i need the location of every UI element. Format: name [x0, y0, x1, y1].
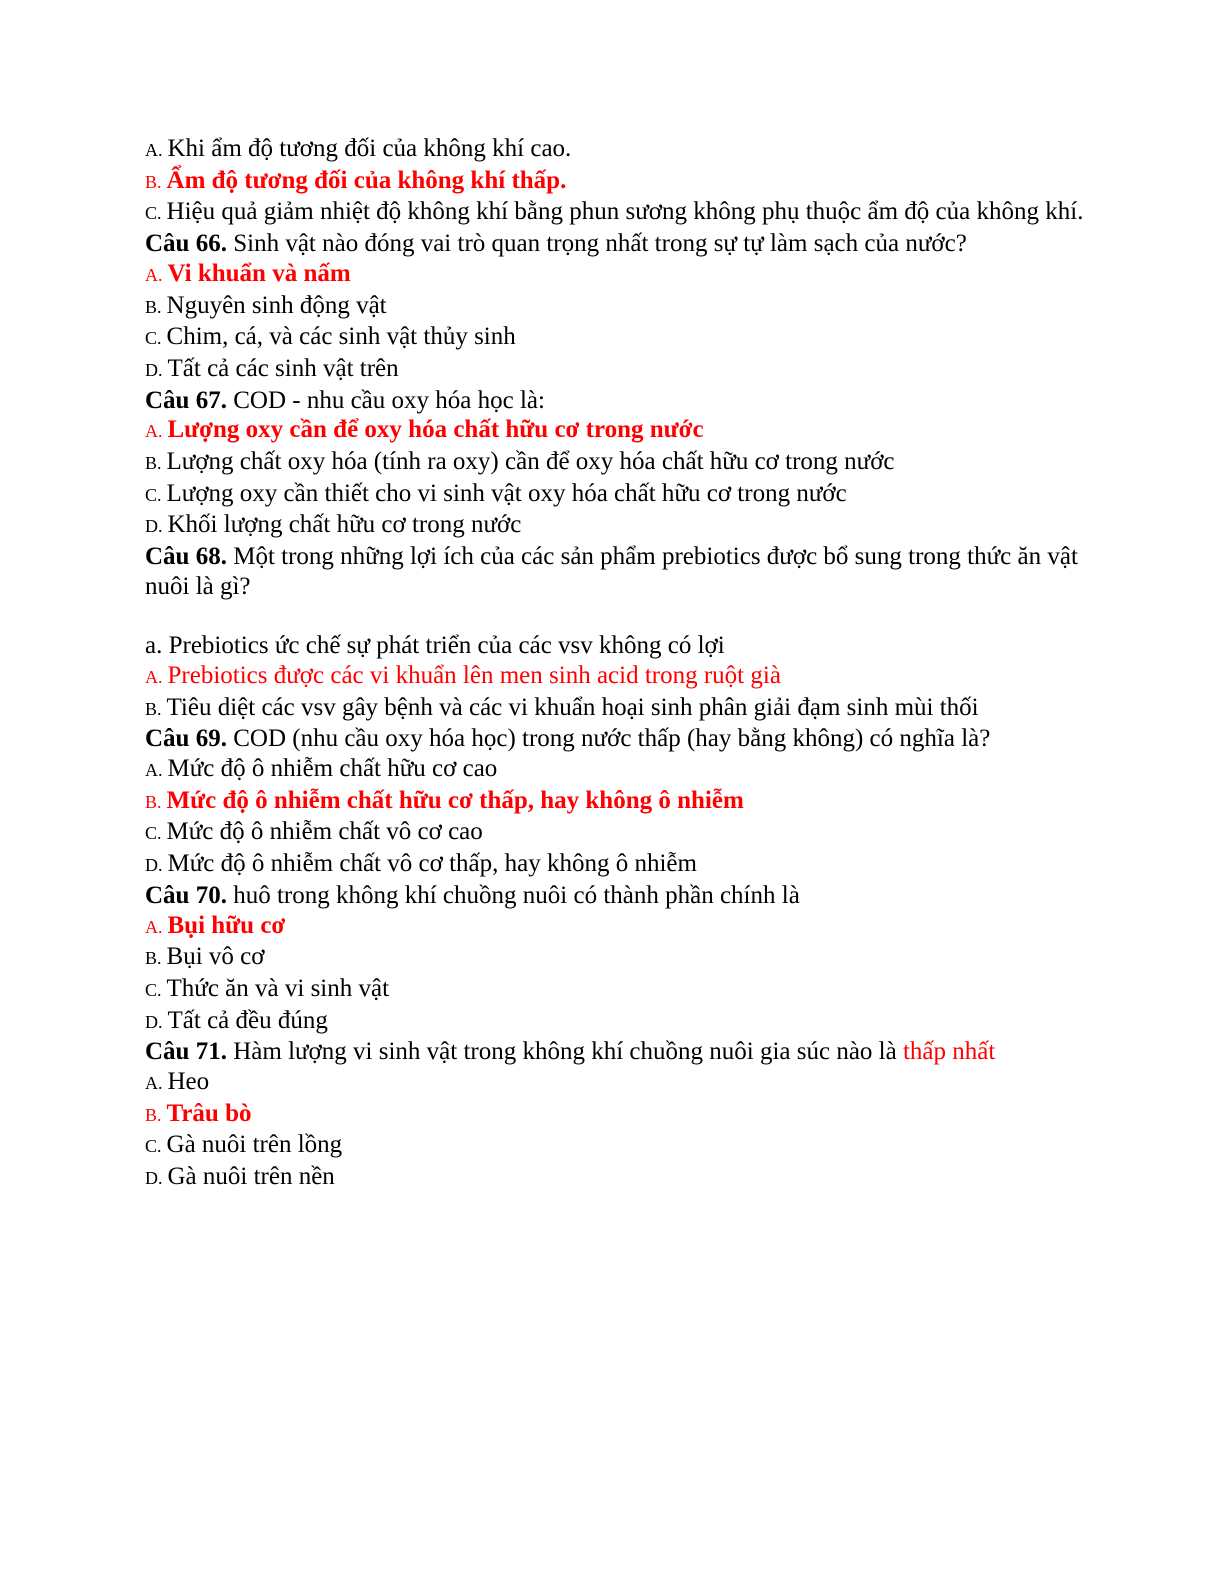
- option-label: C.: [145, 328, 162, 349]
- answer-option: [145, 1067, 1085, 1099]
- option-text: Khối lượng chất hữu cơ trong nước: [167, 511, 522, 539]
- question-highlight: thấp nhất: [902, 1038, 996, 1066]
- question-text: Hàm lượng vi sinh vật trong không khí chuồng nuôi gia súc nào là: [226, 1038, 903, 1066]
- answer-option: [145, 322, 1085, 354]
- option-label: D.: [145, 1168, 163, 1189]
- option-text: Gà nuôi trên nền: [167, 1163, 335, 1191]
- option-text: Prebiotics được các vi khuẩn lên men sinh acid trong ruột già: [167, 661, 781, 689]
- option-label: B.: [145, 171, 162, 192]
- quiz-content: [145, 134, 1085, 1194]
- option-label: C.: [145, 1136, 162, 1157]
- option-label: C.: [145, 484, 162, 505]
- option-label: D.: [145, 1011, 163, 1032]
- option-text: Hiệu quả giảm nhiệt độ không khí bằng phun sương không phụ thuộc ẩm độ của không khí.: [166, 198, 1084, 226]
- option-text: Mức độ ô nhiễm chất vô cơ cao: [166, 818, 483, 846]
- option-text: Lượng oxy cần thiết cho vi sinh vật oxy hóa chất hữu cơ trong nước: [166, 479, 847, 507]
- option-label: A.: [145, 916, 163, 937]
- answer-option-correct: [145, 1099, 1085, 1131]
- option-label: C.: [145, 979, 162, 1000]
- question-text: huô trong không khí chuồng nuôi có thành phần chính là: [226, 881, 800, 909]
- option-label: A.: [145, 760, 163, 781]
- option-label: D.: [145, 359, 163, 380]
- answer-option: [145, 1006, 1085, 1038]
- question-line: [145, 724, 1085, 754]
- option-text: Gà nuôi trên lồng: [166, 1131, 343, 1159]
- option-text: Tất cả đều đúng: [167, 1006, 328, 1034]
- answer-option: [145, 974, 1085, 1006]
- question-text: COD (nhu cầu oxy hóa học) trong nước thấp (hay bằng không) có nghĩa là?: [226, 725, 991, 753]
- option-text: Thức ăn và vi sinh vật: [166, 974, 390, 1002]
- answer-option: [145, 754, 1085, 786]
- answer-option: [145, 134, 1085, 166]
- answer-option-correct: [145, 415, 1085, 447]
- question-number: Câu 67.: [145, 386, 227, 414]
- question-line: [145, 1037, 1085, 1067]
- blank-line: [145, 602, 1085, 632]
- question-number: Câu 68.: [145, 543, 227, 571]
- question-line: [145, 229, 1085, 259]
- answer-option: [145, 291, 1085, 323]
- answer-option: [145, 693, 1085, 725]
- option-text: Lượng oxy cần để oxy hóa chất hữu cơ trong nước: [167, 416, 704, 444]
- answer-option: [145, 1130, 1085, 1162]
- question-line: [145, 386, 1085, 416]
- option-label: B.: [145, 698, 162, 719]
- question-number: Câu 70.: [145, 881, 227, 909]
- option-label: A.: [145, 140, 163, 160]
- option-label: D.: [145, 516, 163, 537]
- answer-option-correct: [145, 166, 1085, 198]
- question-text: Sinh vật nào đóng vai trò quan trọng nhất trong sự tự làm sạch của nước?: [226, 230, 967, 258]
- option-text: Mức độ ô nhiễm chất hữu cơ thấp, hay không ô nhiễm: [166, 786, 744, 814]
- answer-option-correct: [145, 911, 1085, 943]
- answer-option: [145, 1162, 1085, 1194]
- option-label: A.: [145, 421, 163, 442]
- answer-option-correct: [145, 786, 1085, 818]
- answer-option-correct: [145, 661, 1085, 693]
- answer-option: [145, 479, 1085, 511]
- question-text: Một trong những lợi ích của các sản phẩm prebiotics được bổ sung trong thức ăn vật nuôi là gì?: [145, 543, 1078, 600]
- option-text: Bụi hữu cơ: [167, 911, 286, 939]
- option-text: Bụi vô cơ: [166, 943, 265, 971]
- option-label: B.: [145, 296, 162, 317]
- option-text: Nguyên sinh động vật: [166, 291, 387, 319]
- option-label: A.: [145, 666, 163, 687]
- answer-option: [145, 354, 1085, 386]
- question-line: [145, 542, 1085, 601]
- option-text: Lượng chất oxy hóa (tính ra oxy) cần để oxy hóa chất hữu cơ trong nước: [166, 448, 895, 476]
- option-text: Heo: [167, 1068, 210, 1096]
- option-label: C.: [145, 823, 162, 844]
- option-text: Ẩm độ tương đối của không khí thấp.: [166, 166, 567, 194]
- option-label: B.: [145, 453, 162, 474]
- question-number: Câu 71.: [145, 1038, 227, 1066]
- answer-option: [145, 510, 1085, 542]
- question-text: COD - nhu cầu oxy hóa học là:: [226, 386, 545, 414]
- option-text: Tất cả các sinh vật trên: [167, 354, 399, 382]
- answer-option: [145, 447, 1085, 479]
- question-line: [145, 881, 1085, 911]
- option-text: Tiêu diệt các vsv gây bệnh và các vi khuẩn hoại sinh phân giải đạm sinh mùi thối: [166, 693, 979, 721]
- option-label: B.: [145, 948, 162, 969]
- question-number: Câu 69.: [145, 725, 227, 753]
- question-number: Câu 66.: [145, 230, 227, 258]
- option-label: A.: [145, 264, 163, 285]
- option-text: Chim, cá, và các sinh vật thủy sinh: [166, 323, 516, 351]
- answer-option: [145, 197, 1085, 229]
- option-label: A.: [145, 1073, 163, 1094]
- option-text: Khi ẩm độ tương đối của không khí cao.: [167, 135, 572, 162]
- option-text: Mức độ ô nhiễm chất vô cơ thấp, hay không ô nhiễm: [167, 850, 697, 878]
- option-label: B.: [145, 791, 162, 812]
- option-text: Vi khuẩn và nấm: [167, 259, 351, 287]
- option-plain: a. Prebiotics ức chế sự phát triển của các vsv không có lợi: [145, 632, 725, 660]
- option-text: Mức độ ô nhiễm chất hữu cơ cao: [167, 755, 498, 783]
- answer-option: [145, 817, 1085, 849]
- option-label: B.: [145, 1104, 162, 1125]
- option-label: C.: [145, 203, 162, 224]
- option-text: Trâu bò: [166, 1099, 252, 1127]
- answer-option-correct: [145, 259, 1085, 291]
- option-label: D.: [145, 855, 163, 876]
- answer-option: [145, 942, 1085, 974]
- answer-option: [145, 849, 1085, 881]
